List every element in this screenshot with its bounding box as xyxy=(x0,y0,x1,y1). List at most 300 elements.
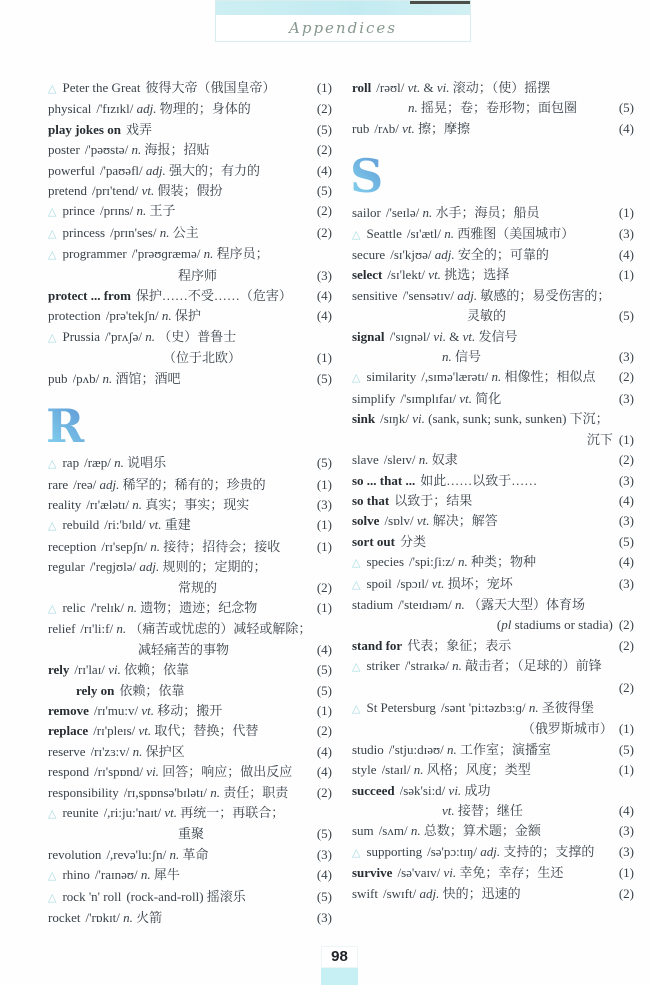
entry-unit-number: (3) xyxy=(618,472,634,488)
entry-unit-number: (1) xyxy=(316,599,332,615)
entry-unit-number: (5) xyxy=(618,533,634,549)
entry-definition: /sə'vaɪv/ vi. 幸免；幸存；生还 xyxy=(397,865,564,881)
entry-word: sort out xyxy=(352,533,395,549)
entry-definition: 常规的 xyxy=(178,579,218,595)
entry-unit-number: (1) xyxy=(618,267,634,283)
entry-word: rub xyxy=(352,120,370,136)
entry-definition: /rɪ'laɪ/ vi. 依赖；依靠 xyxy=(74,662,190,678)
entry-unit-number: (3) xyxy=(316,496,332,512)
entry-definition: /'reɡjʊlə/ adj. 规则的；定期的； xyxy=(89,559,267,575)
entry-word: physical xyxy=(48,101,92,117)
vocab-entry xyxy=(48,475,332,495)
entry-definition: /'relɪk/ n. 遗物；遗迹；纪念物 xyxy=(90,599,258,615)
entry-definition: /sʌm/ n. 总数；算术题；金额 xyxy=(378,823,541,839)
vocab-entry xyxy=(352,698,634,719)
vocab-entry xyxy=(352,740,634,760)
vocab-entry xyxy=(48,681,332,701)
entry-definition: (rock-and-roll) 摇滚乐 xyxy=(126,888,246,904)
entry-word: reality xyxy=(48,496,82,512)
entry-word: responsibility xyxy=(48,784,119,800)
entry-word: relic xyxy=(62,599,86,615)
triangle-icon: △ xyxy=(352,702,361,715)
entry-unit-number: (1) xyxy=(618,865,634,881)
vocab-entry xyxy=(48,908,332,928)
vocab-entry xyxy=(352,821,634,841)
entry-definition: /rəʊl/ vt. & vi. 滚动；（使）摇摆 xyxy=(376,80,551,95)
entry-unit-number: (2) xyxy=(618,617,634,633)
vocab-entry xyxy=(48,887,332,908)
entry-unit-number: (4) xyxy=(316,641,332,657)
entry-definition: /,revə'lu:ʃn/ n. 革命 xyxy=(106,846,209,862)
entry-definition: /sək'si:d/ vi. 成功 xyxy=(399,782,491,798)
entry-word: rare xyxy=(48,476,69,492)
entry-word: secure xyxy=(352,247,386,263)
section-letter-R: R xyxy=(46,403,332,449)
vocab-entry xyxy=(352,781,634,801)
entry-word: supporting xyxy=(366,843,423,859)
entry-unit-number: (4) xyxy=(618,554,634,570)
entry-continuation xyxy=(352,678,634,698)
entry-unit-number: (2) xyxy=(618,885,634,901)
entry-unit-number: (1) xyxy=(316,517,332,533)
entry-unit-number: (5) xyxy=(618,100,634,116)
entry-word: revolution xyxy=(48,846,102,862)
entry-unit-number: (5) xyxy=(316,662,332,678)
entry-unit-number: (5) xyxy=(316,183,332,199)
entry-definition: /sɪ'lekt/ vt. 挑选；选择 xyxy=(387,267,510,283)
entry-definition: /'stju:dɪəʊ/ n. 工作室；演播室 xyxy=(388,741,552,757)
entry-word: powerful xyxy=(48,162,95,178)
entry-word: so that xyxy=(352,492,390,508)
entry-unit-number: (2) xyxy=(316,784,332,800)
triangle-icon: △ xyxy=(48,458,57,471)
vocab-entry xyxy=(48,495,332,515)
entry-definition: /'sɪɡnəl/ vi. & vt. 发信号 xyxy=(389,328,518,344)
entry-unit-number: (1) xyxy=(618,431,634,447)
entry-definition: /prə'tekʃn/ n. 保护 xyxy=(105,308,201,324)
entry-definition: /sɒlv/ vt. 解决；解答 xyxy=(384,513,498,529)
entry-continuation xyxy=(352,801,634,821)
entry-unit-number: (4) xyxy=(618,120,634,136)
entry-word: replace xyxy=(48,723,89,739)
entry-definition: 程序师 xyxy=(178,267,218,283)
vocab-entry xyxy=(48,537,332,557)
entry-definition: /'paʊəfl/ adj. 强大的；有力的 xyxy=(99,162,261,178)
entry-word: so ... that ... xyxy=(352,472,416,488)
entry-definition: 代表；象征；表示 xyxy=(407,637,512,653)
entry-continuation xyxy=(352,719,634,739)
entry-definition: vt. 接替；继任 xyxy=(442,803,523,818)
entry-word: stadium xyxy=(352,596,394,612)
header-dark-line xyxy=(410,1,470,4)
entry-unit-number: (4) xyxy=(618,803,634,818)
vocab-entry xyxy=(48,803,332,824)
entry-unit-number: (3) xyxy=(618,349,634,365)
section-letter-S: S xyxy=(350,153,634,199)
entry-unit-number: (4) xyxy=(316,867,332,883)
entry-definition: 重聚 xyxy=(178,826,205,842)
entry-definition: /,ri:ju:'naɪt/ vt. 再统一；再联合； xyxy=(103,805,285,820)
entry-unit-number: (5) xyxy=(316,370,332,386)
entry-word: rely on xyxy=(76,682,115,698)
triangle-icon: △ xyxy=(48,870,57,883)
vocab-entry xyxy=(48,78,332,99)
vocab-entry xyxy=(48,244,332,265)
entry-definition: /rɪ'pleɪs/ vt. 取代；替换；代替 xyxy=(93,723,259,739)
entry-word: survive xyxy=(352,865,393,881)
entry-continuation xyxy=(352,430,634,450)
vocab-entry xyxy=(352,491,634,511)
vocab-entry xyxy=(352,450,634,470)
entry-definition: /'pəʊstə/ n. 海报；招贴 xyxy=(84,142,210,158)
entry-definition: 彼得大帝（俄国皇帝） xyxy=(145,80,276,95)
entry-unit-number: (3) xyxy=(618,390,634,406)
entry-definition: /rɪ'spɒnd/ vi. 回答；响应；做出反应 xyxy=(94,764,293,780)
entry-unit-number: (3) xyxy=(316,910,332,926)
entry-word: swift xyxy=(352,885,378,901)
entry-unit-number: (1) xyxy=(618,762,634,778)
triangle-icon: △ xyxy=(352,846,361,859)
entry-definition: /rɪ'ælətɪ/ n. 真实；事实；现实 xyxy=(86,496,250,512)
entry-word: style xyxy=(352,762,377,778)
entry-definition: /ræp/ n. 说唱乐 xyxy=(84,455,167,471)
entry-definition: /prɪns/ n. 王子 xyxy=(99,203,176,219)
entry-definition: 依赖；依靠 xyxy=(119,682,185,698)
entry-definition: /ri:'bɪld/ vt. 重建 xyxy=(104,517,191,533)
vocab-entry xyxy=(48,619,332,639)
entry-word: play jokes on xyxy=(48,121,121,137)
entry-word: reserve xyxy=(48,743,86,759)
footer-cyan-strip xyxy=(321,968,358,985)
entry-unit-number: (5) xyxy=(316,826,332,842)
entry-definition: /'spi:ʃi:z/ n. 种类；物种 xyxy=(409,554,536,570)
entry-word: sailor xyxy=(352,205,381,221)
page-number: 98 xyxy=(321,946,358,968)
entry-definition: /sleɪv/ n. 奴隶 xyxy=(383,452,458,468)
vocab-entry xyxy=(48,223,332,244)
vocab-entry xyxy=(352,574,634,595)
entry-word: respond xyxy=(48,764,90,780)
entry-definition: /pʌb/ n. 酒馆；酒吧 xyxy=(72,370,181,386)
vocab-entry xyxy=(48,120,332,140)
entry-word: sum xyxy=(352,823,374,839)
entry-word: pretend xyxy=(48,183,87,199)
vocab-entry xyxy=(48,369,332,389)
vocab-entry xyxy=(352,552,634,573)
triangle-icon: △ xyxy=(48,227,57,240)
entry-unit-number: (1) xyxy=(316,350,332,366)
vocab-entry xyxy=(48,99,332,119)
entry-definition: /'sensətɪv/ adj. 敏感的；易受伤害的； xyxy=(402,287,611,303)
entry-word: Seattle xyxy=(366,225,402,241)
vocab-entry xyxy=(352,656,634,677)
entry-definition: /rɪ'mu:v/ vt. 移动；搬开 xyxy=(93,702,223,718)
vocab-entry xyxy=(48,557,332,577)
entry-word: princess xyxy=(62,224,106,240)
entry-continuation xyxy=(352,98,634,118)
vocab-entry xyxy=(48,201,332,222)
entry-definition: /sə'pɔ:tɪŋ/ adj. 支持的；支撑的 xyxy=(427,843,595,859)
entry-definition: 减轻痛苦的事物 xyxy=(138,641,230,657)
entry-unit-number: (1) xyxy=(316,476,332,492)
entry-definition: /reə/ adj. 稀罕的；稀有的；珍贵的 xyxy=(73,476,266,492)
entry-definition: 保护……不受……（危害） xyxy=(135,288,292,304)
entry-definition: /'straɪkə/ n. 敲击者；（足球的）前锋 xyxy=(404,658,602,674)
entry-continuation xyxy=(48,266,332,286)
entry-word: rap xyxy=(62,455,80,471)
entry-unit-number: (3) xyxy=(618,843,634,859)
vocab-entry xyxy=(48,453,332,474)
entry-unit-number: (2) xyxy=(316,101,332,117)
vocab-entry xyxy=(48,181,332,201)
entry-unit-number: (2) xyxy=(618,637,634,653)
entry-unit-number: (5) xyxy=(316,455,332,471)
vocab-entry xyxy=(48,161,332,181)
entry-unit-number: (5) xyxy=(316,121,332,137)
entry-unit-number: (4) xyxy=(618,247,634,263)
entry-word: regular xyxy=(48,559,85,575)
entry-word: signal xyxy=(352,328,385,344)
triangle-icon: △ xyxy=(48,83,57,95)
vocab-entry xyxy=(352,511,634,531)
entry-definition: /'raɪnəʊ/ n. 犀牛 xyxy=(94,867,180,883)
entry-word: rebuild xyxy=(62,517,100,533)
entry-word: rely xyxy=(48,662,70,678)
entry-unit-number: (5) xyxy=(618,308,634,324)
entry-word: succeed xyxy=(352,782,395,798)
entry-continuation xyxy=(352,615,634,635)
entry-unit-number: (2) xyxy=(316,579,332,595)
vocab-entry xyxy=(48,783,332,803)
entry-definition: 灵敏的 xyxy=(467,308,507,324)
vocab-entry xyxy=(352,286,634,306)
entry-unit-number: (4) xyxy=(316,162,332,178)
vocab-entry xyxy=(352,119,634,139)
entry-word: sensitive xyxy=(352,287,398,303)
vocab-entry xyxy=(48,762,332,782)
vocab-entry xyxy=(352,842,634,863)
vocab-entry xyxy=(48,660,332,680)
entry-word: protection xyxy=(48,308,101,324)
entry-definition: /spɔɪl/ vt. 损坏；宠坏 xyxy=(396,575,513,591)
vocab-entry xyxy=(352,884,634,904)
entry-unit-number: (3) xyxy=(316,846,332,862)
triangle-icon: △ xyxy=(48,602,57,615)
entry-word: pub xyxy=(48,370,68,386)
entry-unit-number: (2) xyxy=(316,203,332,219)
entry-definition: /sənt 'pi:təzbɜ:ɡ/ n. 圣彼得堡 xyxy=(440,699,594,715)
entry-word: reunite xyxy=(62,805,99,820)
vocab-entry xyxy=(48,701,332,721)
entry-definition: 沉下 xyxy=(586,431,613,447)
entry-definition: 如此……以致于…… xyxy=(420,472,538,488)
entry-unit-number: (2) xyxy=(316,723,332,739)
appendix-header xyxy=(215,0,471,42)
vocab-entry xyxy=(352,327,634,347)
entry-word: remove xyxy=(48,702,89,718)
vocab-entry xyxy=(48,742,332,762)
entry-word: similarity xyxy=(366,369,417,385)
entry-word: sink xyxy=(352,411,376,427)
header-cyan-strip xyxy=(216,1,470,15)
entry-definition: /rɪ,spɒnsə'bɪlətɪ/ n. 责任；职责 xyxy=(123,784,289,800)
vocab-entry xyxy=(352,389,634,409)
entry-definition: /'steɪdɪəm/ n. （露天大型）体育场 xyxy=(398,596,586,612)
entry-unit-number: (4) xyxy=(618,492,634,508)
entry-definition: 以致于；结果 xyxy=(394,492,473,508)
vocab-entry xyxy=(48,845,332,865)
entry-unit-number: (3) xyxy=(618,225,634,241)
entry-word: poster xyxy=(48,142,80,158)
entry-definition: /'prʌʃə/ n. （史）普鲁士 xyxy=(105,328,237,344)
entry-definition: /'prəʊɡræmə/ n. 程序员； xyxy=(131,246,269,262)
entry-word: relief xyxy=(48,621,76,637)
vocab-column-right xyxy=(352,78,634,904)
entry-continuation xyxy=(48,824,332,844)
triangle-icon: △ xyxy=(48,808,57,820)
vocab-column-left xyxy=(48,78,332,928)
entry-unit-number: (1) xyxy=(618,205,634,221)
vocab-entry xyxy=(352,224,634,245)
entry-definition: /sɪŋk/ vi. (sank, sunk; sunk, sunken) 下沉； xyxy=(380,411,609,427)
entry-unit-number: (5) xyxy=(618,741,634,757)
entry-continuation xyxy=(352,306,634,326)
entry-unit-number: (1) xyxy=(618,721,634,737)
entry-definition: /rɪ'li:f/ n. （痛苦或忧虑的）减轻或解除； xyxy=(80,621,312,637)
entry-unit-number: (2) xyxy=(618,369,634,385)
entry-word: protect ... from xyxy=(48,288,131,304)
entry-definition: 分类 xyxy=(399,533,426,549)
entry-word: programmer xyxy=(62,246,127,262)
triangle-icon: △ xyxy=(352,661,361,674)
vocab-entry xyxy=(48,140,332,160)
vocab-entry xyxy=(352,245,634,265)
triangle-icon: △ xyxy=(48,206,57,219)
entry-continuation xyxy=(352,347,634,367)
entry-unit-number: (5) xyxy=(316,682,332,698)
entry-unit-number: (2) xyxy=(316,142,332,158)
entry-word: rocket xyxy=(48,910,81,926)
triangle-icon: △ xyxy=(48,891,57,904)
entry-unit-number: (1) xyxy=(316,80,332,95)
entry-unit-number: (3) xyxy=(618,575,634,591)
entry-word: select xyxy=(352,267,383,283)
entry-continuation xyxy=(48,640,332,660)
vocab-entry xyxy=(352,532,634,552)
entry-word: St Petersburg xyxy=(366,699,436,715)
triangle-icon: △ xyxy=(48,249,57,262)
entry-word: Prussia xyxy=(62,328,101,344)
entry-definition: （俄罗斯城市） xyxy=(521,721,613,737)
entry-definition: /sɪ'kjʊə/ adj. 安全的；可靠的 xyxy=(390,247,549,263)
triangle-icon: △ xyxy=(352,372,361,385)
entry-definition: /rɪ'sepʃn/ n. 接待；招待会；接收 xyxy=(101,538,281,554)
vocab-entry xyxy=(352,760,634,780)
entry-continuation xyxy=(48,348,332,368)
triangle-icon: △ xyxy=(48,331,57,344)
vocab-entry xyxy=(48,327,332,348)
entry-word: reception xyxy=(48,538,97,554)
vocab-entry xyxy=(352,636,634,656)
entry-definition: /staɪl/ n. 风格；风度；类型 xyxy=(381,762,531,778)
entry-definition: /'sɪmplɪfaɪ/ vt. 简化 xyxy=(400,390,502,406)
vocab-entry xyxy=(48,598,332,619)
page-title: Appendices xyxy=(289,19,397,37)
entry-definition: /,sɪmə'lærətɪ/ n. 相像性；相似点 xyxy=(421,369,596,385)
entry-definition: /'seɪlə/ n. 水手；海员；船员 xyxy=(385,205,540,221)
entry-definition: /prɪ'tend/ vt. 假装；假扮 xyxy=(91,183,223,199)
entry-unit-number: (4) xyxy=(316,308,332,324)
entry-definition: /'rɒkɪt/ n. 火箭 xyxy=(85,910,163,926)
entry-word: simplify xyxy=(352,390,396,406)
vocab-entry xyxy=(48,865,332,886)
triangle-icon: △ xyxy=(352,578,361,591)
entry-definition: /rʌb/ vt. 擦；摩擦 xyxy=(374,120,471,136)
entry-continuation xyxy=(48,578,332,598)
entry-word: roll xyxy=(352,80,372,95)
entry-word: Peter the Great xyxy=(62,80,141,95)
entry-word: rock 'n' roll xyxy=(62,888,122,904)
entry-word: rhino xyxy=(62,867,90,883)
entry-definition: /rɪ'zɜ:v/ n. 保护区 xyxy=(90,743,185,759)
triangle-icon: △ xyxy=(352,557,361,570)
vocab-entry xyxy=(48,721,332,741)
entry-word: species xyxy=(366,554,405,570)
vocab-entry xyxy=(352,863,634,883)
entry-word: prince xyxy=(62,203,95,219)
entry-definition: (pl stadiums or stadia) xyxy=(496,617,613,633)
entry-unit-number: (5) xyxy=(316,888,332,904)
vocab-entry xyxy=(48,306,332,326)
entry-unit-number: (3) xyxy=(618,513,634,529)
entry-unit-number: (2) xyxy=(618,679,634,695)
entry-word: studio xyxy=(352,741,384,757)
entry-unit-number: (4) xyxy=(316,288,332,304)
vocab-entry xyxy=(352,78,634,98)
entry-definition: /sɪ'ætl/ n. 西雅图（美国城市） xyxy=(406,225,575,241)
entry-unit-number: (3) xyxy=(316,267,332,283)
entry-definition: /prɪn'ses/ n. 公主 xyxy=(110,224,199,240)
entry-word: slave xyxy=(352,452,379,468)
vocab-entry xyxy=(48,286,332,306)
entry-unit-number: (3) xyxy=(618,823,634,839)
vocab-entry xyxy=(352,367,634,388)
entry-definition: n. 摇晃；卷；卷形物；面包圈 xyxy=(408,100,578,116)
entry-word: striker xyxy=(366,658,400,674)
entry-unit-number: (4) xyxy=(316,743,332,759)
entry-unit-number: (4) xyxy=(316,764,332,780)
vocab-entry xyxy=(352,595,634,615)
entry-unit-number: (1) xyxy=(316,702,332,718)
entry-definition: 戏弄 xyxy=(125,121,152,137)
vocab-entry xyxy=(352,265,634,285)
entry-word: spoil xyxy=(366,575,392,591)
entry-definition: n. 信号 xyxy=(442,349,482,365)
entry-word: solve xyxy=(352,513,380,529)
entry-unit-number: (1) xyxy=(316,538,332,554)
entry-definition: （位于北欧） xyxy=(163,350,242,366)
triangle-icon: △ xyxy=(48,520,57,533)
entry-unit-number: (2) xyxy=(618,452,634,468)
entry-word: stand for xyxy=(352,637,403,653)
vocab-entry xyxy=(48,515,332,536)
entry-definition: /swɪft/ adj. 快的；迅速的 xyxy=(383,885,521,901)
page-footer xyxy=(321,946,358,985)
vocab-entry xyxy=(352,203,634,223)
entry-unit-number: (2) xyxy=(316,224,332,240)
triangle-icon: △ xyxy=(352,228,361,241)
entry-definition: /'fɪzɪkl/ adj. 物理的；身体的 xyxy=(96,101,251,117)
